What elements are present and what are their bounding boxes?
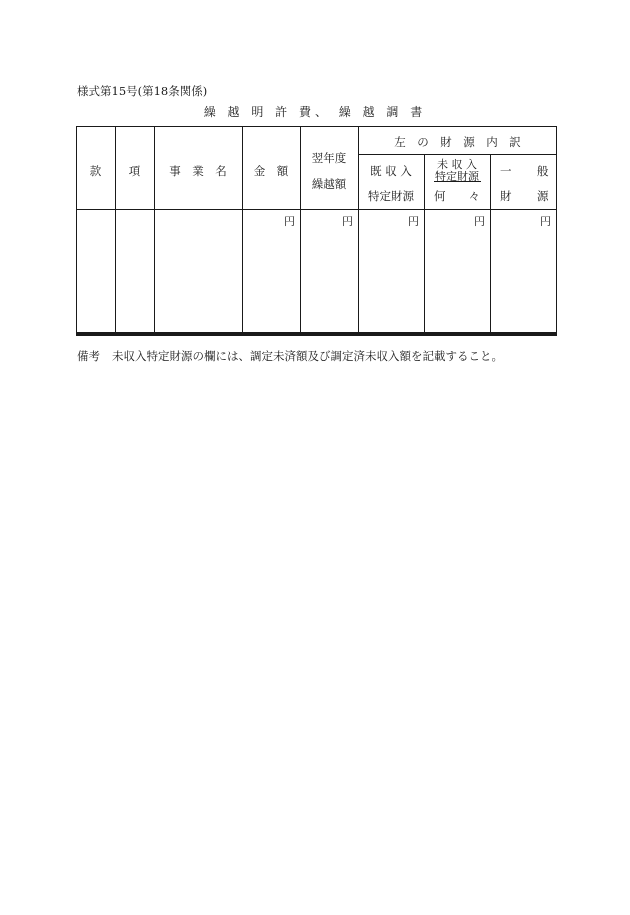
unit-kingaku: 円 xyxy=(284,215,295,228)
unit-ippan: 円 xyxy=(540,215,551,228)
document-title: 繰 越 明 許 費、 繰 越 調 書 xyxy=(203,105,427,119)
form-number: 様式第15号(第18条関係) xyxy=(77,84,208,98)
header-yokunendo-1: 翌年度 xyxy=(311,151,347,165)
unit-mishuunyuu: 円 xyxy=(474,215,485,228)
header-kan: 款 xyxy=(89,164,102,178)
header-kou: 項 xyxy=(128,164,141,178)
carryover-table xyxy=(76,126,557,336)
header-ippan-2b: 源 xyxy=(537,189,549,203)
header-zaigen-uchiwake: 左 の 財 源 内 訳 xyxy=(394,135,521,149)
unit-kishuunyuu: 円 xyxy=(408,215,419,228)
header-ippan-1b: 般 xyxy=(537,164,549,178)
header-kingaku: 金 額 xyxy=(253,164,289,178)
header-kishuunyuu-2: 特定財源 xyxy=(368,189,414,203)
unit-yokunendo: 円 xyxy=(342,215,353,228)
header-mishuunyuu-1: 未 収 入 xyxy=(437,158,477,171)
header-mishuunyuu-2: 特定財源 xyxy=(435,170,479,183)
remarks-text: 未収入特定財源の欄には、調定未済額及び調定済未収入額を記載すること。 xyxy=(112,349,503,363)
header-yokunendo-2: 繰越額 xyxy=(311,177,347,191)
header-mishuunyuu-3: 何 々 xyxy=(434,189,480,203)
header-kishuunyuu-1: 既 収 入 xyxy=(370,164,412,178)
remarks-label: 備考 xyxy=(77,349,100,363)
header-ippan-1a: 一 xyxy=(500,164,512,178)
remarks xyxy=(77,348,515,364)
header-jigyou-mei: 事 業 名 xyxy=(169,164,227,178)
header-ippan-2a: 財 xyxy=(500,189,512,203)
